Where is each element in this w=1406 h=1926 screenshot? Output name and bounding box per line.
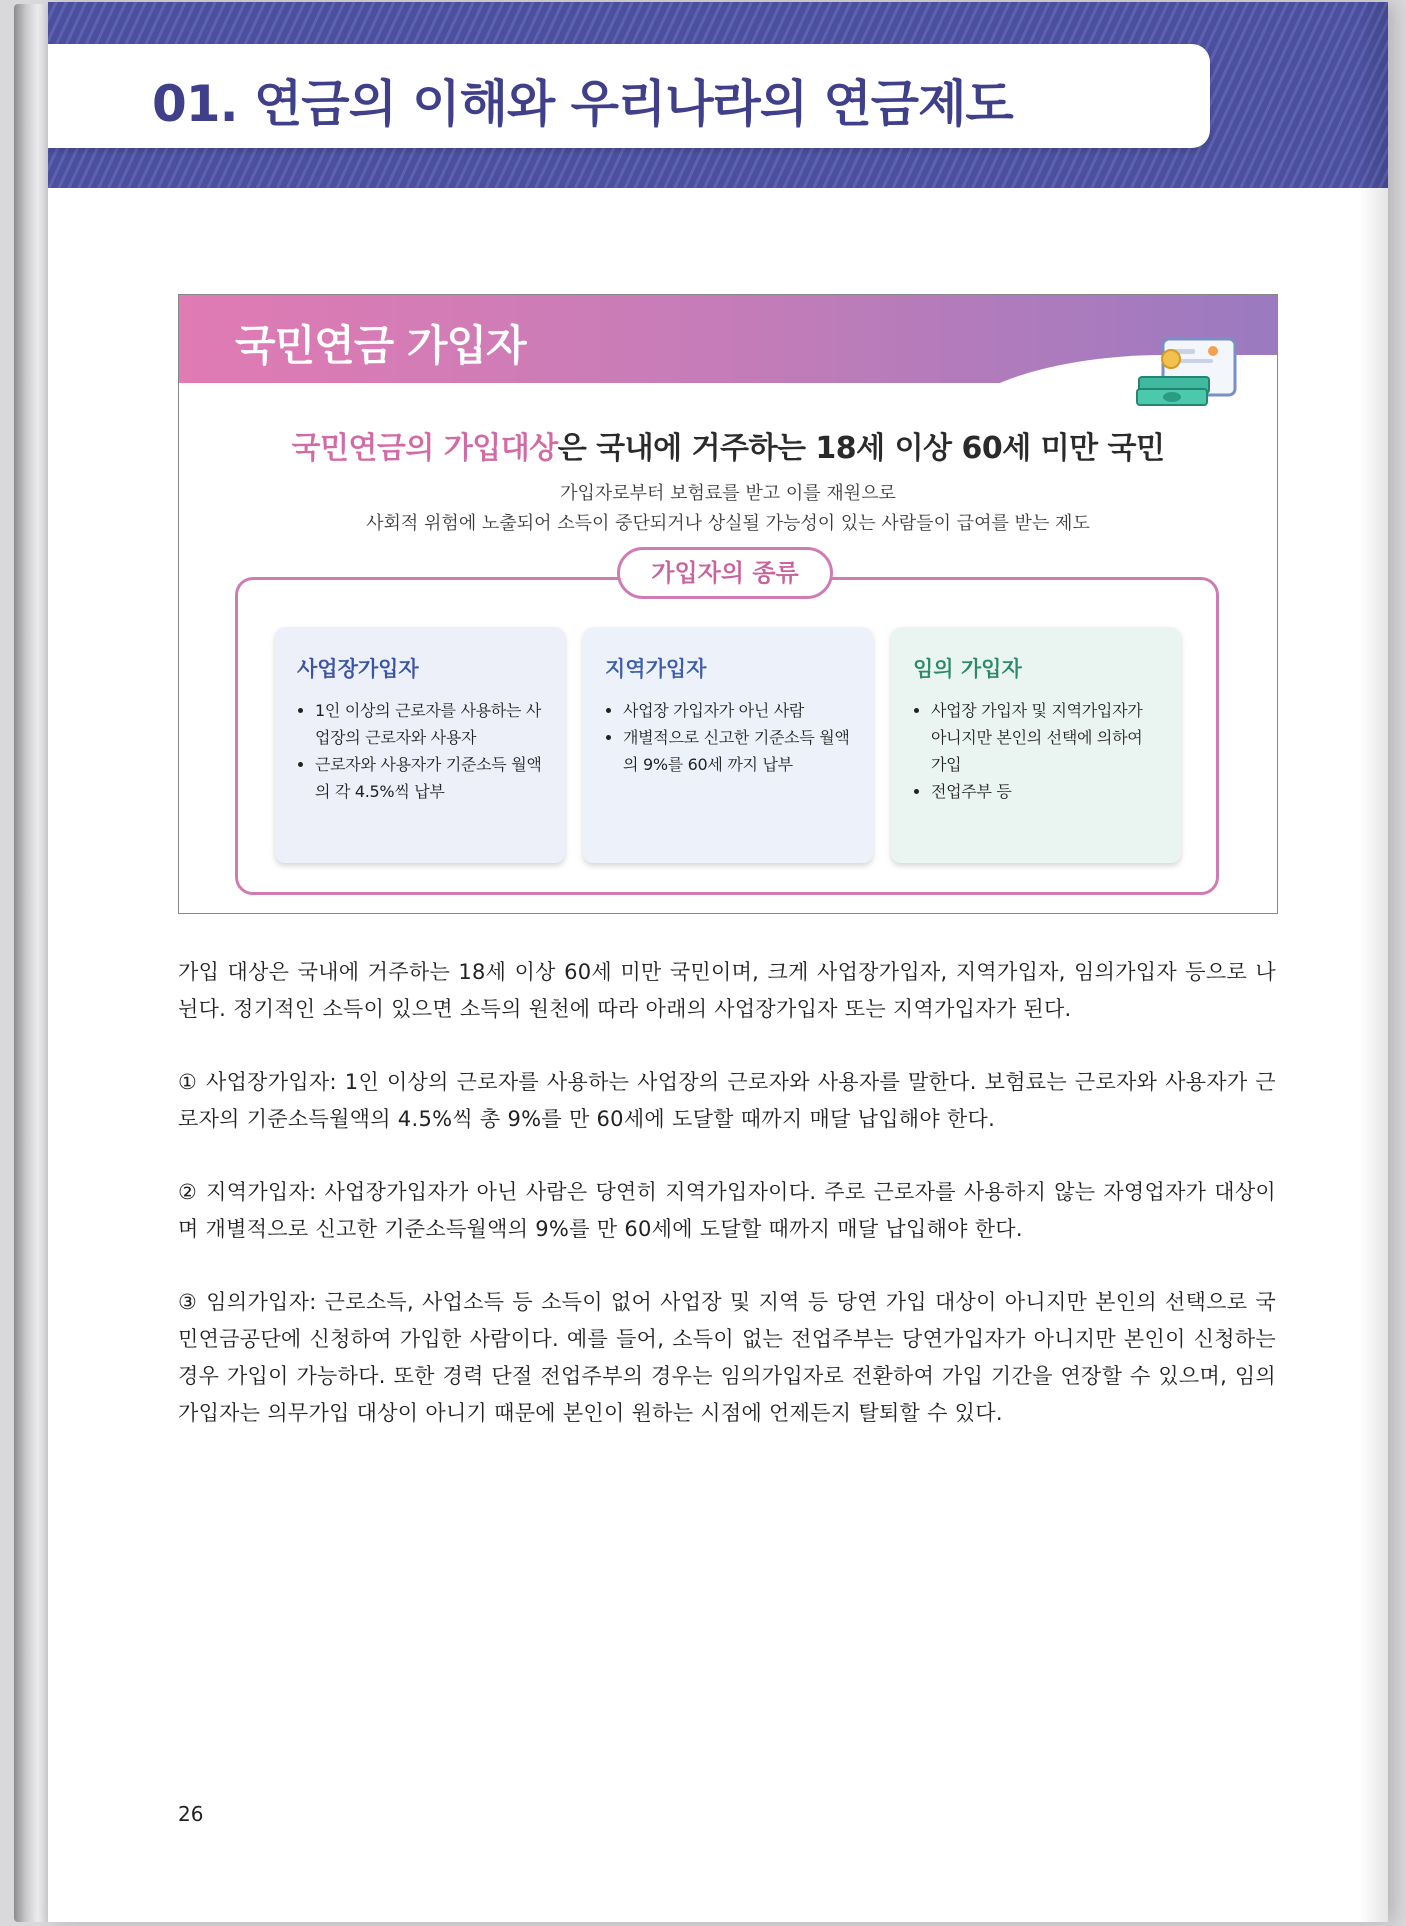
infographic-sub-line-2: 사회적 위험에 노출되어 소득이 중단되거나 상실될 가능성이 있는 사람들이 급여를 받는 제도 (366, 513, 1090, 534)
body-paragraph: 가입 대상은 국내에 거주하는 18세 이상 60세 미만 국민이며, 크게 사업장가입자, 지역가입자, 임의가입자 등으로 나뉜다. 정기적인 소득이 있으면 소득의 원천에 따라 아래의 사업장가입자 또는 지역가입자가 된다. (178, 960, 1276, 1021)
card-bullet: • 1인 이상의 근로자를 사용하는 사업장의 근로자와 사용자 (315, 697, 545, 751)
page-number: 26 (178, 1802, 204, 1826)
wallet-cash-icon (1133, 335, 1243, 415)
body-paragraph: ① 사업장가입자: 1인 이상의 근로자를 사용하는 사업장의 근로자와 사용자를 말한다. 보험료는 근로자와 사용자가 근로자의 기준소득월액의 4.5%씩 총 9%를 만 60세에 도달할 때까지 매달 납입해야 한다. (178, 1070, 1276, 1131)
infographic-heading (179, 423, 1277, 467)
card-bullet-list (605, 697, 853, 778)
card-title: 사업장가입자 (297, 657, 419, 681)
card-workplace-member (275, 627, 565, 863)
page-edge-shadow (1358, 2, 1388, 1922)
infographic-sub-line-1: 가입자로부터 보험료를 받고 이를 재원으로 (560, 483, 896, 504)
card-bullet: • 사업장 가입자 및 지역가입자가 아니지만 본인의 선택에 의하여 가입 (931, 697, 1161, 778)
member-types-label: 가입자의 종류 (617, 547, 833, 599)
heading-rest: 은 국내에 거주하는 18세 이상 60세 미만 국민 (557, 431, 1165, 466)
card-voluntary-member (891, 627, 1181, 863)
body-paragraph: ③ 임의가입자: 근로소득, 사업소득 등 소득이 없어 사업장 및 지역 등 당연 가입 대상이 아니지만 본인의 선택으로 국민연금공단에 신청하여 가입한 사람이다. 예를 들어, 소득이 없는 전업주부는 당연가입자가 아니지만 본인이 신청하는 경우 가입이 가능하다. 또한 경력 단절 전업주부의 경우는 임의가입자로 전환하여 가입 기간을 연장할 수 있으며, 임의가입자는 의무가입 대상이 아니기 때문에 본인이 원하는 시점에 언제든지 탈퇴할 수 있다. (178, 1290, 1276, 1425)
heading-highlight: 국민연금의 가입대상 (291, 431, 558, 466)
infographic-title: 국민연금 가입자 (235, 321, 526, 370)
card-bullet-list (297, 697, 545, 805)
body-paragraph: ② 지역가입자: 사업장가입자가 아닌 사람은 당연히 지역가입자이다. 주로 근로자를 사용하지 않는 자영업자가 대상이며 개별적으로 신고한 기준소득월액의 9%를 만 60세에 도달할 때까지 매달 납입해야 한다. (178, 1180, 1276, 1241)
card-bullet: • 개별적으로 신고한 기준소득 월액의 9%를 60세 까지 납부 (623, 724, 853, 778)
card-bullet: • 사업장 가입자가 아닌 사람 (623, 697, 853, 724)
infographic-panel (178, 294, 1278, 914)
document-page (48, 2, 1388, 1922)
card-regional-member (583, 627, 873, 863)
chapter-title: 01. 연금의 이해와 우리나라의 연금제도 (152, 75, 1013, 133)
card-bullet: • 전업주부 등 (931, 778, 1161, 805)
body-text (178, 954, 1276, 1468)
card-title: 임의 가입자 (913, 657, 1022, 681)
card-bullet: • 근로자와 사용자가 기준소득 월액의 각 4.5%씩 납부 (315, 751, 545, 805)
card-bullet-list (913, 697, 1161, 805)
card-title: 지역가입자 (605, 657, 707, 681)
